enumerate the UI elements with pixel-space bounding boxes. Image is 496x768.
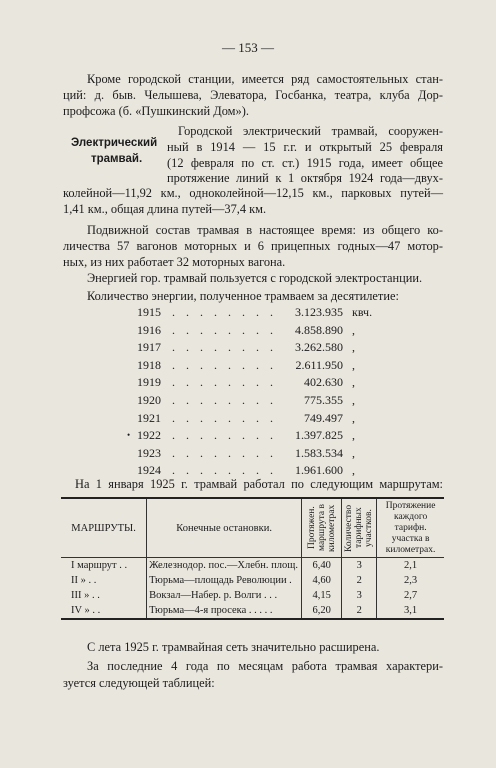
paragraph-line: На 1 января 1925 г. трамвай работал по следующим маршрутам: — [75, 477, 443, 491]
header-routes: МАРШРУТЫ. — [61, 498, 147, 558]
energy-year: 1917 — [137, 340, 161, 355]
energy-year: 1916 — [137, 322, 161, 337]
leader-dots: . . . . . . . . — [172, 445, 277, 460]
energy-year: 1924 — [137, 463, 161, 478]
leader-dots: . . . . . . . . — [172, 428, 277, 443]
paragraph-line: протяжение линий к 1 октября 1924 года—двух- — [167, 171, 443, 185]
leader-dots: . . . . . . . . — [172, 340, 277, 355]
leader-dots: . . . . . . . . — [172, 463, 277, 478]
energy-unit: , — [352, 428, 355, 443]
energy-value: 2.611.950 — [295, 357, 343, 372]
paragraph-line: Энергией гор. трамвай пользуется с городской электростанции. — [87, 271, 423, 285]
leader-dots: . . . . . . . . — [172, 393, 277, 407]
energy-value: 1.397.825 — [295, 428, 343, 443]
table-cell: II » . . — [71, 575, 97, 586]
table-cell: Железнодор. пос.—Хлебн. площ. — [147, 558, 302, 574]
energy-unit: квч. — [352, 305, 373, 319]
paragraph-line: личества 57 вагонов моторных и 6 прицепных годных—47 мотор- — [63, 239, 443, 253]
energy-value: 1.961.600 — [295, 463, 343, 478]
table-row — [61, 603, 444, 619]
paragraph-line: Кроме городской станции, имеется ряд самостоятельных стан- — [87, 72, 443, 86]
table-row — [61, 558, 444, 574]
energy-unit: , — [352, 322, 355, 337]
routes-table — [61, 497, 444, 620]
paragraph-line: За последние 4 года по месяцам работа трамвая характери- — [87, 659, 443, 673]
paragraph-line: ных, из них работает 32 моторных вагона. — [63, 255, 286, 269]
header-sections: Количество тарифных участков. — [342, 498, 377, 558]
table-cell: IV » . . — [71, 605, 101, 616]
energy-value: 4.858.890 — [295, 322, 343, 337]
table-cell: 6,20 — [302, 603, 342, 619]
energy-year: 1921 — [137, 410, 161, 425]
paragraph-line: Городской электрический трамвай, сооружен- — [178, 124, 443, 138]
page-number: — 153 — — [222, 40, 274, 55]
energy-value: 1.583.534 — [295, 445, 343, 460]
table-cell: 2,1 — [377, 558, 444, 574]
header-section-length: Протяжение каждого тарифн. участка в километрах. — [377, 498, 444, 558]
paragraph-line: колейной—11,92 км., одноколейной—12,15 км., парковых путей— — [63, 186, 443, 200]
table-cell: Вокзал—Набер. р. Волги . . . — [147, 588, 302, 603]
paragraph-line: зуется следующей таблицей: — [63, 676, 215, 690]
table-cell: 3 — [342, 558, 377, 574]
header-length: Протяжен. маршрута в километрах — [302, 498, 342, 558]
leader-dots: . . . . . . . . — [172, 322, 277, 337]
energy-unit: , — [352, 375, 355, 390]
energy-value: 3.123.935 — [295, 305, 343, 319]
table-cell: 2,3 — [377, 573, 444, 588]
energy-unit: , — [352, 357, 355, 372]
energy-unit: , — [352, 393, 355, 407]
energy-year: 1919 — [137, 375, 161, 390]
leader-dots: . . . . . . . . — [172, 375, 277, 390]
bullet-mark: • — [127, 430, 131, 441]
paragraph-line: 1,41 км., общая длина путей—37,4 км. — [63, 202, 267, 216]
energy-year: 1920 — [137, 393, 161, 407]
energy-unit: , — [352, 340, 355, 355]
energy-value: 402.630 — [304, 375, 343, 390]
table-cell: I маршрут . . — [71, 560, 128, 571]
energy-value: 775.355 — [304, 393, 343, 407]
paragraph-line: Количество энергии, полученное трамваем за десятилетие: — [87, 289, 399, 303]
energy-unit: , — [352, 445, 355, 460]
energy-year: 1922 — [137, 428, 161, 443]
table-cell: III » . . — [71, 590, 100, 601]
table-cell: 3,1 — [377, 603, 444, 619]
table-header-row — [61, 498, 444, 558]
energy-value: 749.497 — [304, 410, 343, 425]
paragraph-line: профсожа (б. «Пушкинский Дом»). — [63, 104, 249, 118]
energy-year: 1918 — [137, 357, 161, 372]
table-cell: 3 — [342, 588, 377, 603]
leader-dots: . . . . . . . . — [172, 410, 277, 425]
table-cell: 2 — [342, 603, 377, 619]
table-cell: 4,60 — [302, 573, 342, 588]
paragraph-line: ций: д. быв. Челышева, Элеватора, Госбанка, театра, клуба Дор- — [63, 88, 443, 102]
energy-unit: , — [352, 410, 355, 425]
table-row — [61, 573, 444, 588]
paragraph-line: ный в 1914 — 15 г.г. и открытый 25 февраля — [167, 140, 443, 154]
table-row — [61, 588, 444, 603]
table-cell: 2,7 — [377, 588, 444, 603]
table-cell: 4,15 — [302, 588, 342, 603]
table-cell: Тюрьма—4-я просека . . . . . — [147, 603, 302, 619]
paragraph-line: С лета 1925 г. трамвайная сеть значительно расширена. — [87, 640, 380, 654]
paragraph-line: (12 февраля по ст. ст.) 1915 года, имеет общее — [167, 156, 443, 170]
table-cell: 6,40 — [302, 558, 342, 574]
table-cell: 2 — [342, 573, 377, 588]
leader-dots: . . . . . . . . — [172, 305, 277, 319]
header-stops: Конечные остановки. — [147, 498, 302, 558]
energy-value: 3.262.580 — [295, 340, 343, 355]
energy-unit: , — [352, 463, 355, 478]
paragraph-line: Подвижной состав трамвая в настоящее время: из общего ко- — [87, 223, 443, 237]
energy-year: 1923 — [137, 445, 161, 460]
energy-year: 1915 — [137, 305, 161, 319]
table-cell: Тюрьма—площадь Революции . — [147, 573, 302, 588]
side-heading: Электрический трамвай. — [71, 137, 158, 165]
leader-dots: . . . . . . . . — [172, 357, 277, 372]
